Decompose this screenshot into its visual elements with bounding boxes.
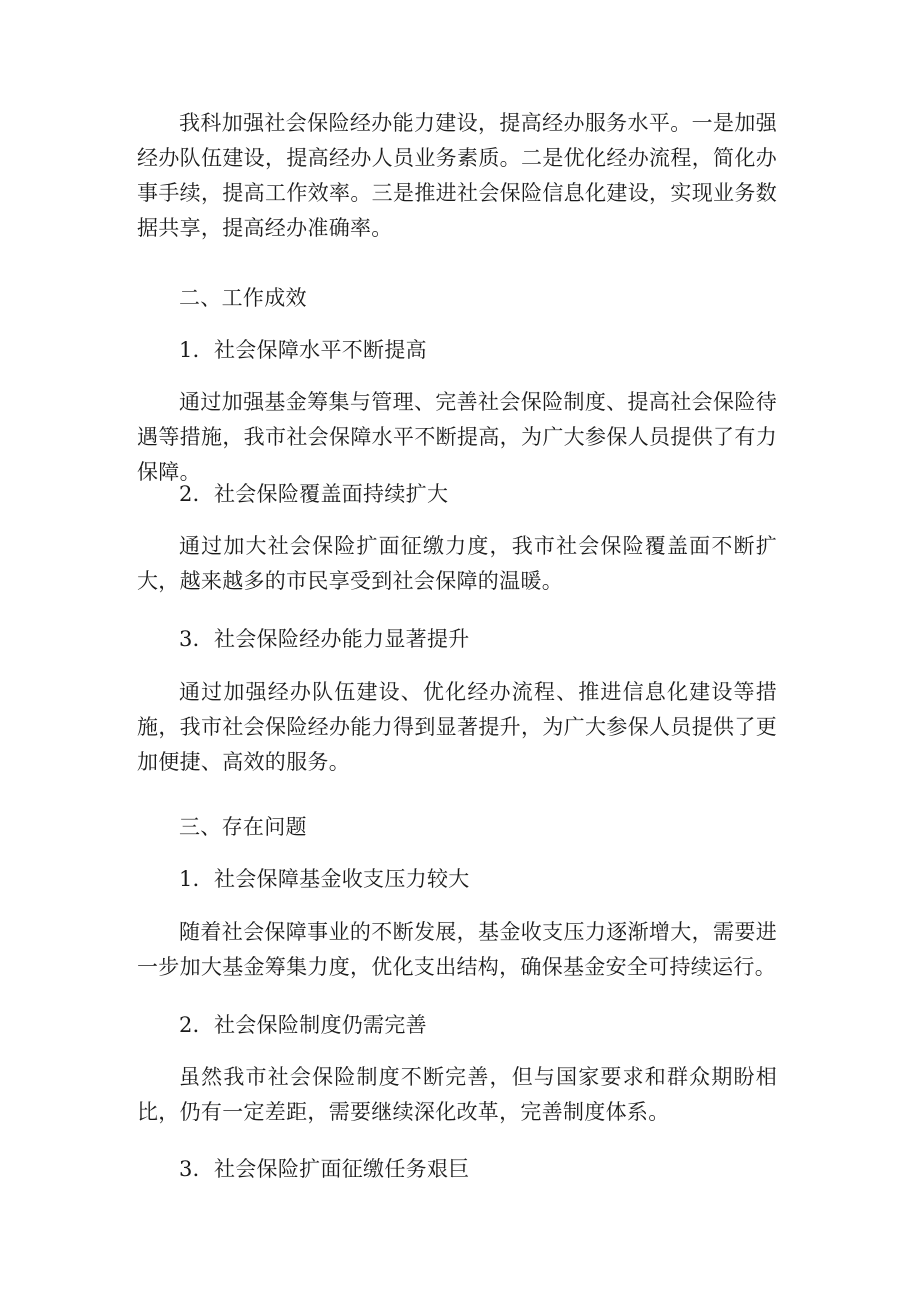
item-paragraph: 通过加强经办队伍建设、优化经办流程、推进信息化建设等措施，我市社会保险经办能力得到显著提升，为广大参保人员提供了更加便捷、高效的服务。 — [137, 680, 777, 774]
intro-paragraph: 我科加强社会保险经办能力建设，提高经办服务水平。一是加强经办队伍建设，提高经办人员业务素质。二是优化经办流程，简化办事手续，提高工作效率。三是推进社会保险信息化建设，实现业务数据共享，提高经办准确率。 — [137, 111, 777, 240]
section-heading-achievements: 二、工作成效 — [179, 286, 307, 310]
item-heading: 2．社会保险覆盖面持续扩大 — [179, 482, 449, 506]
item-heading: 3．社会保险经办能力显著提升 — [179, 627, 470, 651]
item-heading: 1．社会保障基金收支压力较大 — [179, 867, 470, 891]
section-heading-problems: 三、存在问题 — [179, 815, 307, 839]
item-heading: 2．社会保险制度仍需完善 — [179, 1013, 427, 1037]
item-paragraph: 虽然我市社会保险制度不断完善，但与国家要求和群众期盼相比，仍有一定差距，需要继续深化改革，完善制度体系。 — [137, 1065, 777, 1124]
item-heading: 3．社会保险扩面征缴任务艰巨 — [179, 1157, 470, 1181]
item-paragraph: 通过加强基金筹集与管理、完善社会保险制度、提高社会保险待遇等措施，我市社会保障水平不断提高，为广大参保人员提供了有力保障。 — [137, 390, 777, 484]
item-paragraph: 随着社会保障事业的不断发展，基金收支压力逐渐增大，需要进一步加大基金筹集力度，优化支出结构，确保基金安全可持续运行。 — [137, 920, 777, 979]
item-heading: 1．社会保障水平不断提高 — [179, 338, 427, 362]
item-paragraph: 通过加大社会保险扩面征缴力度，我市社会保险覆盖面不断扩大，越来越多的市民享受到社会保障的温暖。 — [137, 534, 777, 593]
